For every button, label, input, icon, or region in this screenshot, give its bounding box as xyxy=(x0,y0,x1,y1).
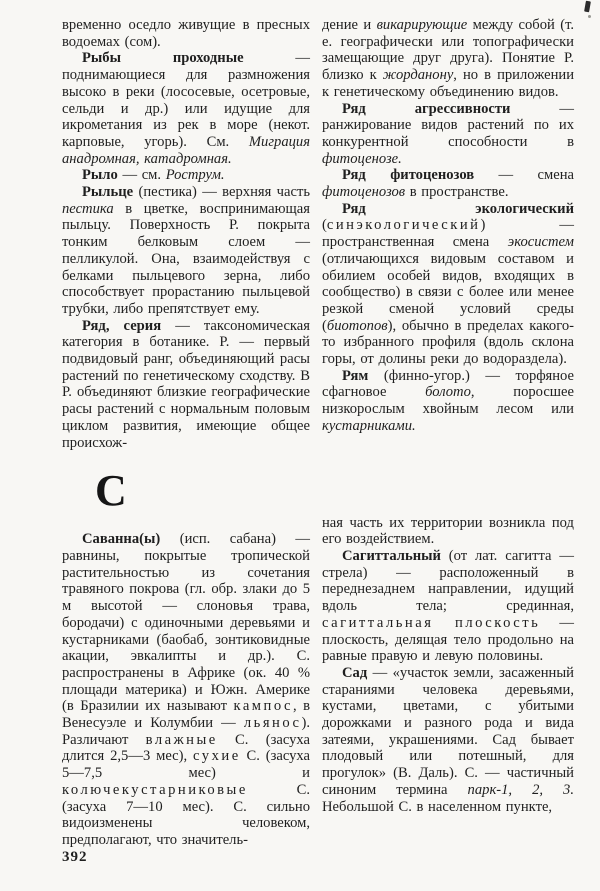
entry-continuation-ryby xyxy=(62,17,310,50)
entry-sad xyxy=(322,665,574,815)
text-run: ). Различают xyxy=(62,715,310,748)
italic-term: фитоценозе. xyxy=(322,150,402,167)
spaced-term: сухие xyxy=(193,748,241,765)
text-run: — таксономическая категория в ботанике. Р. — первый подвидовый ранг, объединяющий расы растений по генетическому сходству. В Р. объединяют близкие географические расы растений с нормальным половым циклом развития, имеющие общее происхож- xyxy=(62,317,310,451)
text-run: — поднимающиеся для размножения высоко в реки (лососевые, осетровые, сельди и др.) или идущие для икрометания из рек в море (некот. карповые, угорь). См. xyxy=(62,50,310,150)
text-run: С. (засуха 5—7,5 мес) и xyxy=(62,748,311,782)
headword: Рыбы проходные xyxy=(82,50,244,67)
text-run: (от лат. сагитта — стрела) — расположенный в переднезаднем направлении, идущий вдоль тела; срединная, xyxy=(322,547,574,615)
spaced-term: колючекустарниковые xyxy=(62,781,248,798)
headword: Рыло xyxy=(82,167,118,184)
scan-artifact-dot xyxy=(588,15,591,18)
text-run: ная часть их территории возникла под его воздействием. xyxy=(322,514,574,548)
headword: Рям xyxy=(342,367,369,384)
italic-term: жорданону xyxy=(382,67,454,84)
text-run: (исп. сабана) — равнины, покрытые тропической растительностью из сочетания травяного покрова (гл. обр. злаки до 5 м высотой — слоновья трава, бородачи) с одиночными деревьями и кустарниками (баобаб, зонтиковидные акации, эвкалипты и др.). С. распространены в Африке (ок. 40 % площади материка) и Южн. Америке (в Бразилии их называют xyxy=(62,531,310,715)
entry-rylo xyxy=(62,167,310,184)
italic-term: пестика xyxy=(62,200,114,217)
entry-ryby-prokhodnye xyxy=(62,50,310,167)
text-run: дение и xyxy=(322,17,377,33)
italic-term: биотопов xyxy=(326,317,388,334)
italic-term: парк-1, 2, 3. xyxy=(467,781,574,798)
entry-ryam xyxy=(322,368,574,435)
headword: Саванна(ы) xyxy=(82,531,161,548)
italic-term: фитоценозов xyxy=(322,184,406,201)
spaced-term: льянос xyxy=(243,715,302,732)
text-run: — плоскость, делящая тело продольно на равные правую и левую половины. xyxy=(322,614,574,665)
section-heading-letter: С xyxy=(95,466,127,516)
text-run: — «участок земли, засаженный стараниями человека деревьями, кустами, цветами, с убитыми дорожками и разного рода и вида затеями, украшениями. Сад бывает плодовый или потешный, для прогулок» (В. Даль). С. — частичный синоним термина xyxy=(322,664,574,798)
text-run: (финно-угор.) — торфяное сфагновое xyxy=(322,367,574,401)
text-run: между собой (т. е. географически или топографически замещающие друг друга). Понятие Р. близко к xyxy=(322,17,574,84)
headword: Сагиттальный xyxy=(342,547,441,564)
italic-term: Миграция анадромная, катадромная. xyxy=(62,133,310,167)
text-run: ) — пространственная смена xyxy=(322,217,574,251)
italic-term: экосистем xyxy=(507,234,574,251)
page-number: 392 xyxy=(62,849,88,865)
text-run: Небольшой С. в населенном пункте, xyxy=(322,798,553,815)
text-run: временно оседло живущие в пресных водоемах (сом). xyxy=(62,17,310,50)
text-run: С. (засуха длится 2,5—3 мес), xyxy=(62,731,310,765)
italic-term: викарирующие xyxy=(376,17,468,33)
spaced-term: сагиттальная плоскость xyxy=(322,614,541,631)
headword: Сад xyxy=(342,664,368,681)
text-run: , поросшее низкорослым хвойным лесом или xyxy=(322,384,574,418)
text-run: (отличающихся видовым составом и обилием особей видов, входящих в сообщество) в связи с более или менее резкой сменой условий среды ( xyxy=(322,250,574,334)
text-run: ), обычно в пределах какого-то избранного профиля (вдоль склона горы, от долины реки до водораздела). xyxy=(322,317,574,368)
entry-ryad-agressivnosti xyxy=(322,101,574,168)
entry-ryad-seriya xyxy=(62,318,310,452)
entry-ryltse xyxy=(62,184,310,318)
headword: Рыльце xyxy=(82,184,134,201)
text-run: — см. xyxy=(117,167,166,184)
right-column xyxy=(322,17,574,815)
text-run: в пространстве. xyxy=(405,184,509,201)
italic-term: кустарниками. xyxy=(322,417,416,434)
entry-sagittalnyy xyxy=(322,548,574,665)
text-run: ( xyxy=(322,217,327,234)
entry-savanna xyxy=(62,531,310,848)
text-run: , в Венесуэле и Колумбии — xyxy=(62,698,310,732)
entry-continuation-proiskhozhdenie xyxy=(322,17,574,101)
left-column xyxy=(62,17,310,849)
entry-ryad-fitotsenozov xyxy=(322,167,574,200)
entry-continuation-territoriya xyxy=(322,515,574,548)
spaced-term: кампос xyxy=(233,698,293,715)
text-run: , но в приложении к генетическому объединению видов. xyxy=(322,67,574,100)
scan-artifact-speck xyxy=(584,1,591,13)
headword: Ряд агрессивности xyxy=(342,100,511,117)
text-run: С. (засуха 7—10 мес). С. сильно видоизменены человеком, предполагают, что значитель- xyxy=(62,781,310,848)
text-run: — ранжирование видов растений по их конкурентной способности в xyxy=(322,100,574,150)
spaced-term: влажные xyxy=(145,731,218,748)
italic-term: болото xyxy=(425,384,471,401)
headword: Ряд, серия xyxy=(82,317,162,334)
text-run: (пестика) — верхняя часть xyxy=(133,184,310,201)
text-run: — смена xyxy=(474,167,574,184)
headword: Ряд фитоценозов xyxy=(342,167,475,184)
headword: Ряд экологический xyxy=(342,200,574,217)
entry-ryad-ekologicheskiy xyxy=(322,201,574,368)
text-run: в цветке, воспринимающая пыльцу. Поверхность Р. покрыта тонким белковым слоем — пелликулой. Она, взаимодействуя с белками пыльцевого зерна, либо способствует прорастанию пыльцевой трубки, либо препятствует ему. xyxy=(62,200,310,317)
italic-term: Рострум. xyxy=(165,167,225,184)
column-spacer xyxy=(322,435,574,515)
spaced-term: синэкологический xyxy=(326,217,481,234)
